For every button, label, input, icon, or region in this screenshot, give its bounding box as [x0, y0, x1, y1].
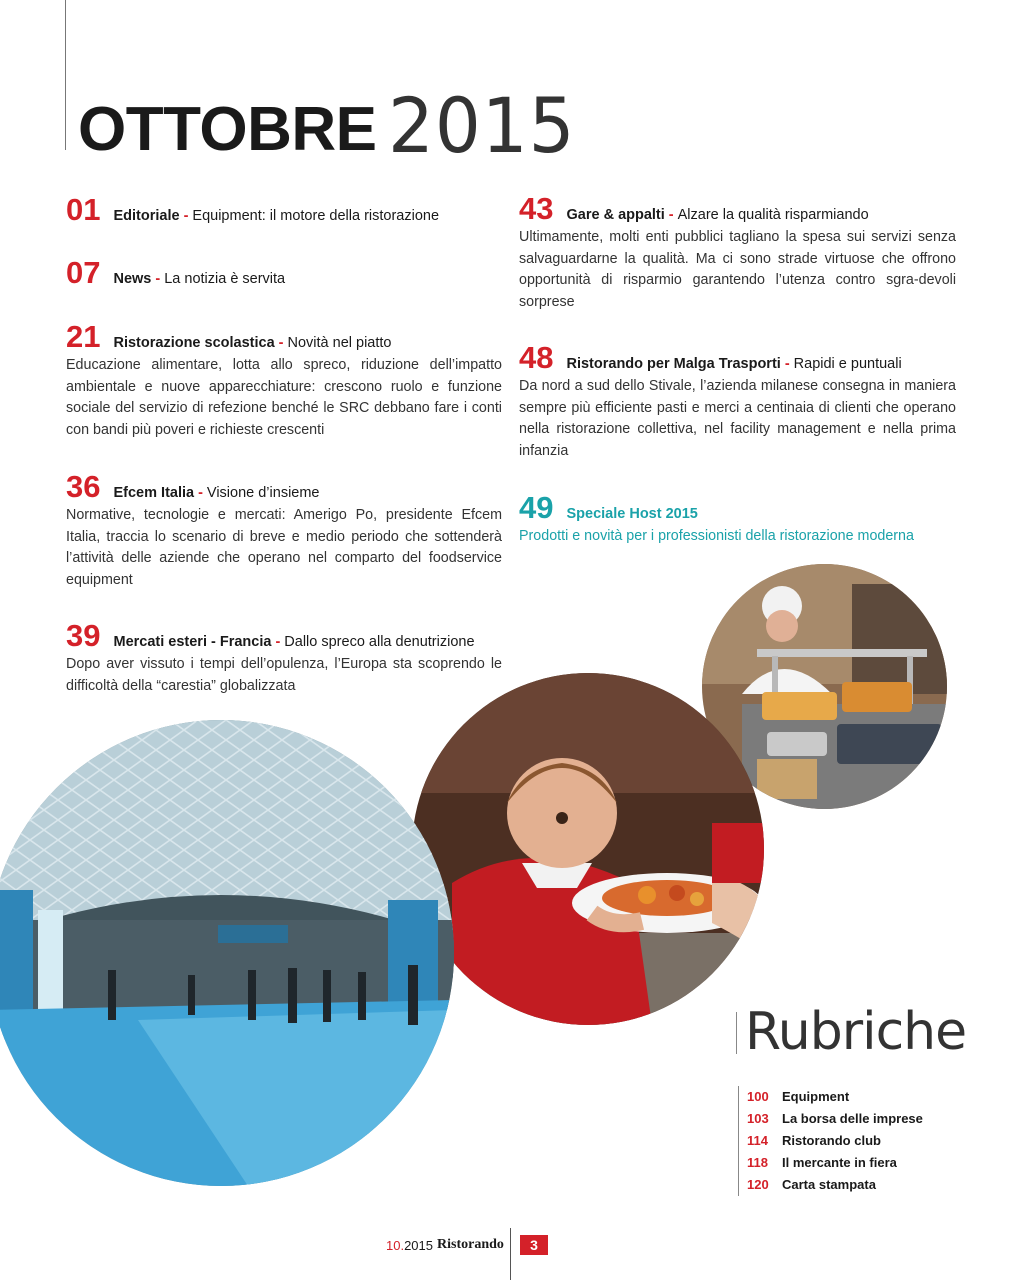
- title-separator: -: [155, 271, 161, 287]
- rubriche-item[interactable]: [747, 1152, 923, 1174]
- title-separator: -: [183, 208, 189, 224]
- section-subtitle: Alzare la qualità risparmiando: [677, 207, 869, 223]
- page-number-badge: 3: [520, 1235, 548, 1255]
- footer-brand: Ristorando: [437, 1237, 504, 1252]
- toc-entry[interactable]: [519, 192, 956, 313]
- title-separator: -: [198, 485, 203, 501]
- rubriche-label: Carta stampata: [782, 1177, 876, 1192]
- page-number: 43: [519, 191, 554, 226]
- page-number: 21: [66, 319, 101, 354]
- header-rule: [65, 0, 66, 150]
- rubriche-label: La borsa delle imprese: [782, 1111, 923, 1126]
- exhibition-hall-illustration: [0, 720, 454, 1186]
- section-description: Ultimamente, molti enti pubblici tagliano la spesa sui servizi senza salvaguardarne la qualità. Ma ci sono strade virtuose che offrono opportunità di risparmio garantendo l’utenza contro sgra-devoli sorprese: [519, 229, 956, 310]
- toc-entry[interactable]: [519, 341, 956, 462]
- exhibition-hall-photo: [0, 720, 454, 1186]
- rubriche-item[interactable]: [747, 1174, 923, 1196]
- page-number: 36: [66, 469, 101, 504]
- page-number: 01: [66, 192, 101, 227]
- section-subtitle: Equipment: il motore della ristorazione: [192, 208, 440, 224]
- section-description: Prodotti e novità per i professionisti della ristorazione moderna: [519, 528, 914, 544]
- toc-entry[interactable]: [519, 491, 956, 548]
- title-separator: -: [278, 335, 284, 351]
- rubriche-item[interactable]: [747, 1086, 923, 1108]
- issue-year-title: 2015: [388, 81, 576, 170]
- section-title: Ristorando per Malga Trasporti: [566, 356, 781, 372]
- rubriche-list: [738, 1086, 923, 1196]
- page-number: 07: [66, 255, 101, 290]
- child-eating-photo: [412, 673, 764, 1025]
- footer-year: 2015: [404, 1237, 433, 1253]
- section-subtitle: Visione d’insieme: [206, 485, 320, 501]
- rubriche-rule: [736, 1012, 737, 1054]
- toc-entry[interactable]: [66, 470, 502, 591]
- page-number: 49: [519, 490, 554, 525]
- section-title: Mercati esteri - Francia: [113, 634, 272, 650]
- rubriche-page-number: 100: [747, 1089, 769, 1104]
- footer-month: 10.: [386, 1237, 405, 1253]
- section-title: Efcem Italia: [113, 485, 195, 501]
- rubriche-page-number: 114: [747, 1133, 768, 1148]
- section-description: Dopo aver vissuto i tempi dell’opulenza, l’Europa sta scoprendo le difficoltà della “carestia” globalizzata: [66, 656, 502, 694]
- rubriche-page-number: 118: [747, 1155, 768, 1170]
- section-title: News: [113, 271, 152, 287]
- child-eating-illustration: [412, 673, 764, 1025]
- section-description: Da nord a sud dello Stivale, l’azienda milanese consegna in maniera sempre più efficiente pasti e merci a centinaia di clienti che operano nella ristorazione collettiva, nel facility management e nella prima infanzia: [519, 378, 956, 459]
- rubriche-title: Rubriche: [745, 1002, 967, 1062]
- page-number: 39: [66, 618, 101, 653]
- section-title: Editoriale: [113, 208, 180, 224]
- rubriche-label: Equipment: [782, 1089, 850, 1104]
- toc-entry[interactable]: [66, 619, 502, 697]
- rubriche-label: Ristorando club: [782, 1133, 881, 1148]
- section-description: Educazione alimentare, lotta allo spreco, riduzione dell’impatto ambientale e nuove apparecchiature: crescono ruolo e funzione sociale del servizio di refezione benché le SRC debbano fare i conti con bandi più poveri e richieste crescenti: [66, 357, 502, 438]
- footer-rule: [510, 1228, 511, 1280]
- section-subtitle: Dallo spreco alla denutrizione: [284, 634, 475, 650]
- section-subtitle: Rapidi e puntuali: [793, 356, 902, 372]
- title-separator: -: [668, 207, 674, 223]
- toc-entry[interactable]: [66, 256, 506, 290]
- toc-entry[interactable]: [66, 320, 502, 441]
- rubriche-item[interactable]: [747, 1108, 923, 1130]
- page-footer: [386, 1237, 504, 1253]
- section-title: Gare & appalti: [566, 207, 665, 223]
- section-title: Ristorazione scolastica: [113, 335, 275, 351]
- rubriche-label: Il mercante in fiera: [782, 1155, 897, 1170]
- section-subtitle: Novità nel piatto: [287, 335, 392, 351]
- section-subtitle: La notizia è servita: [164, 271, 286, 287]
- title-separator: -: [784, 356, 790, 372]
- issue-month-title: OTTOBRE: [78, 95, 377, 164]
- rubriche-item[interactable]: [747, 1130, 923, 1152]
- section-description: Normative, tecnologie e mercati: Amerigo Po, presidente Efcem Italia, traccia lo scenario di breve e medio periodo che sottenderà l’attività delle aziende che operano nel comparto del foodservice equipment: [66, 507, 502, 588]
- section-title: Speciale Host 2015: [566, 506, 698, 522]
- rubriche-page-number: 103: [747, 1111, 769, 1126]
- page-number: 48: [519, 340, 554, 375]
- title-separator: -: [275, 634, 281, 650]
- toc-entry[interactable]: [66, 193, 506, 227]
- rubriche-page-number: 120: [747, 1177, 769, 1192]
